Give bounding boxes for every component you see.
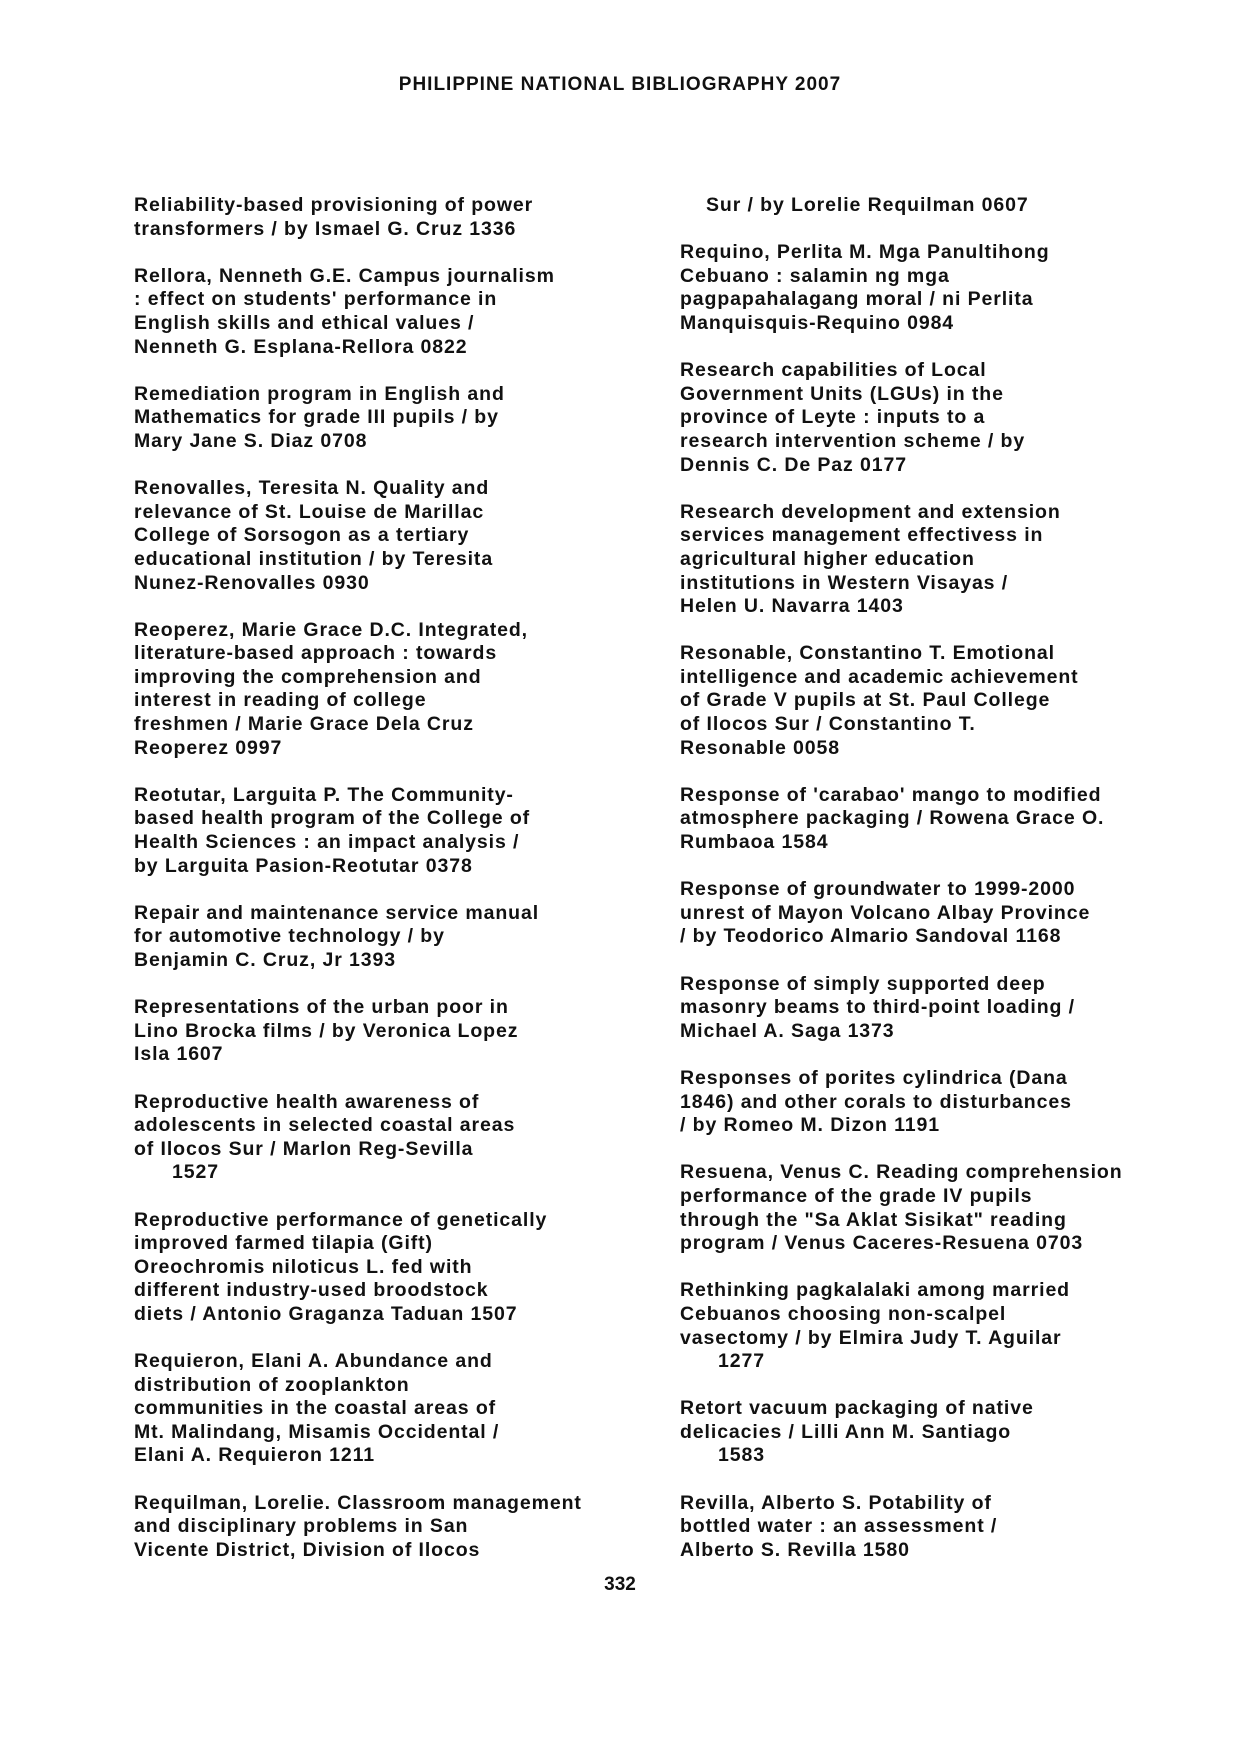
entry-line: Mathematics for grade III pupils / by — [134, 406, 499, 429]
entry-line: based health program of the College of — [134, 807, 531, 830]
entry-requino — [680, 241, 1200, 335]
entry-line: Response of groundwater to 1999-2000 — [680, 878, 1076, 901]
entry-line: of Ilocos Sur / Constantino T. — [680, 713, 976, 736]
entry-line: 1583 — [718, 1444, 765, 1467]
entry-line: Repair and maintenance service manual — [134, 901, 540, 924]
page-number: 332 — [604, 1574, 636, 1595]
entry-line: Government Units (LGUs) in the — [680, 382, 1004, 405]
entry-resonable — [680, 642, 1200, 760]
entry-requilman — [134, 1492, 634, 1563]
entry-requieron — [134, 1350, 634, 1468]
entry-line: improved farmed tilapia (Gift) — [134, 1232, 433, 1255]
entry-line: Retort vacuum packaging of native — [680, 1397, 1034, 1420]
entry-line: relevance of St. Louise de Marillac — [134, 500, 485, 523]
entry-line: Response of simply supported deep — [680, 972, 1046, 995]
entry-reliability-based-provisioning — [134, 194, 634, 241]
entry-line: literature-based approach : towards — [134, 642, 498, 665]
entry-line: of Ilocos Sur / Marlon Reg-Sevilla — [134, 1137, 474, 1160]
entry-response-carabao-mango — [680, 784, 1200, 855]
entry-responses-porites — [680, 1067, 1200, 1138]
left-column — [134, 194, 634, 1586]
entry-line: performance of the grade IV pupils — [680, 1184, 1033, 1207]
entry-line: transformers / by Ismael G. Cruz 1336 — [134, 217, 517, 240]
entry-line: Oreochromis niloticus L. fed with — [134, 1255, 473, 1278]
entry-line: Benjamin C. Cruz, Jr 1393 — [134, 949, 397, 971]
entry-line: vasectomy / by Elmira Judy T. Aguilar — [680, 1326, 1062, 1349]
entry-line: program / Venus Caceres-Resuena 0703 — [680, 1232, 1084, 1255]
entry-line: masonry beams to third-point loading / — [680, 996, 1075, 1019]
entry-line: Reliability-based provisioning of power — [134, 194, 534, 216]
entry-line: research intervention scheme / by — [680, 429, 1026, 452]
entry-rethinking-pagkalalaki — [680, 1279, 1200, 1373]
entry-line: Nenneth G. Esplana-Rellora 0822 — [134, 335, 468, 358]
entry-line: Mary Jane S. Diaz 0708 — [134, 429, 368, 452]
entry-line: by Larguita Pasion-Reotutar 0378 — [134, 854, 473, 877]
entry-line: Helen U. Navarra 1403 — [680, 595, 904, 618]
entry-line: bottled water : an assessment / — [680, 1515, 998, 1538]
entry-line: Cebuano : salamin ng mga — [680, 264, 950, 287]
page-header: PHILIPPINE NATIONAL BIBLIOGRAPHY 2007 — [398, 74, 842, 95]
entry-revilla — [680, 1492, 1200, 1563]
entry-line: different industry-used broodstock — [134, 1279, 489, 1302]
entry-line: Isla 1607 — [134, 1043, 224, 1066]
entry-line: / by Teodorico Almario Sandoval 1168 — [680, 925, 1062, 948]
entry-line: Research capabilities of Local — [680, 359, 987, 382]
entry-line: Research development and extension — [680, 500, 1061, 523]
entry-line: Elani A. Requieron 1211 — [134, 1444, 376, 1467]
entry-line: Renovalles, Teresita N. Quality and — [134, 477, 490, 500]
entry-reoperez — [134, 619, 634, 761]
entry-line: pagpapahalagang moral / ni Perlita — [680, 288, 1034, 311]
entry-line: improving the comprehension and — [134, 665, 482, 688]
entry-line: Alberto S. Revilla 1580 — [680, 1538, 910, 1561]
entry-line: Health Sciences : an impact analysis / — [134, 831, 520, 854]
entry-line: / by Romeo M. Dizon 1191 — [680, 1114, 940, 1137]
entry-line: Requino, Perlita M. Mga Panultihong — [680, 241, 1050, 264]
entry-line: 1846) and other corals to disturbances — [680, 1090, 1072, 1113]
entry-line: interest in reading of college — [134, 689, 427, 712]
entry-remediation-program — [134, 383, 634, 454]
entry-line: Representations of the urban poor in — [134, 996, 509, 1019]
entry-line: Responses of porites cylindrica (Dana — [680, 1066, 1068, 1089]
entry-line: Reproductive performance of genetically — [134, 1208, 548, 1231]
entry-line: Requieron, Elani A. Abundance and — [134, 1350, 493, 1373]
entry-retort-vacuum-packaging — [680, 1397, 1200, 1468]
entry-line: Rumbaoa 1584 — [680, 831, 829, 854]
entry-line: services management effectivess in — [680, 524, 1044, 547]
entry-line: Cebuanos choosing non-scalpel — [680, 1302, 1007, 1325]
entry-line: agricultural higher education — [680, 547, 975, 570]
entry-line: through the "Sa Aklat Sisikat" reading — [680, 1208, 1067, 1231]
entry-line: Vicente District, Division of Ilocos — [134, 1538, 481, 1561]
entry-line: Nunez-Renovalles 0930 — [134, 571, 370, 594]
entry-line: unrest of Mayon Volcano Albay Province — [680, 901, 1091, 924]
entry-line: Resuena, Venus C. Reading comprehension — [680, 1161, 1123, 1184]
entry-line: College of Sorsogon as a tertiary — [134, 524, 470, 547]
entry-line: Remediation program in English and — [134, 382, 505, 405]
entry-line: Resonable, Constantino T. Emotional — [680, 642, 1055, 665]
entry-line: Mt. Malindang, Misamis Occidental / — [134, 1420, 500, 1443]
entry-line: : effect on students' performance in — [134, 288, 498, 311]
entry-renovalles — [134, 477, 634, 595]
entry-line: Response of 'carabao' mango to modified — [680, 783, 1102, 806]
entry-line: 1277 — [718, 1350, 765, 1373]
entry-line: Rellora, Nenneth G.E. Campus journalism — [134, 264, 555, 287]
entry-line: adolescents in selected coastal areas — [134, 1114, 516, 1137]
entry-rellora — [134, 265, 634, 359]
entry-line: English skills and ethical values / — [134, 311, 475, 334]
entry-representations-urban-poor — [134, 996, 634, 1067]
entry-line: atmosphere packaging / Rowena Grace O. — [680, 807, 1105, 830]
entry-line: Reotutar, Larguita P. The Community- — [134, 783, 514, 806]
entry-resuena — [680, 1161, 1200, 1255]
entry-line: intelligence and academic achievement — [680, 665, 1079, 688]
entry-line: Dennis C. De Paz 0177 — [680, 453, 907, 476]
entry-line: for automotive technology / by — [134, 925, 445, 948]
entry-line: of Grade V pupils at St. Paul College — [680, 689, 1051, 712]
entry-response-groundwater — [680, 878, 1200, 949]
entry-line: communities in the coastal areas of — [134, 1397, 497, 1420]
entry-reproductive-performance — [134, 1209, 634, 1327]
entry-line: freshmen / Marie Grace Dela Cruz — [134, 713, 474, 736]
entry-line: Michael A. Saga 1373 — [680, 1019, 895, 1042]
entry-line: distribution of zooplankton — [134, 1373, 410, 1396]
entry-line: Revilla, Alberto S. Potability of — [680, 1491, 992, 1514]
right-column — [680, 194, 1200, 1586]
entry-line: Requilman, Lorelie. Classroom management — [134, 1491, 582, 1514]
entry-line: Reproductive health awareness of — [134, 1090, 480, 1113]
entry-line: and disciplinary problems in San — [134, 1515, 469, 1538]
entry-response-masonry-beams — [680, 973, 1200, 1044]
entry-line: Reoperez 0997 — [134, 736, 283, 759]
entry-line: institutions in Western Visayas / — [680, 571, 1009, 594]
entry-repair-and-maintenance — [134, 902, 634, 973]
entry-line: delicacies / Lilli Ann M. Santiago — [680, 1420, 1012, 1443]
entry-line: province of Leyte : inputs to a — [680, 406, 986, 429]
entry-line: Manquisquis-Requino 0984 — [680, 311, 955, 334]
entry-line: 1527 — [172, 1161, 219, 1184]
entry-research-capabilities — [680, 359, 1200, 477]
entry-line: Lino Brocka films / by Veronica Lopez — [134, 1019, 519, 1042]
entry-requilman-continued — [680, 194, 1200, 218]
entry-line: educational institution / by Teresita — [134, 547, 494, 570]
entry-research-development — [680, 501, 1200, 619]
entry-line: Reoperez, Marie Grace D.C. Integrated, — [134, 618, 528, 641]
entry-reotutar — [134, 784, 634, 878]
entry-line: diets / Antonio Graganza Taduan 1507 — [134, 1302, 518, 1325]
entry-line: Rethinking pagkalalaki among married — [680, 1279, 1070, 1302]
entry-line: Resonable 0058 — [680, 736, 841, 759]
entry-line: Sur / by Lorelie Requilman 0607 — [706, 194, 1029, 216]
entry-reproductive-health — [134, 1091, 634, 1185]
